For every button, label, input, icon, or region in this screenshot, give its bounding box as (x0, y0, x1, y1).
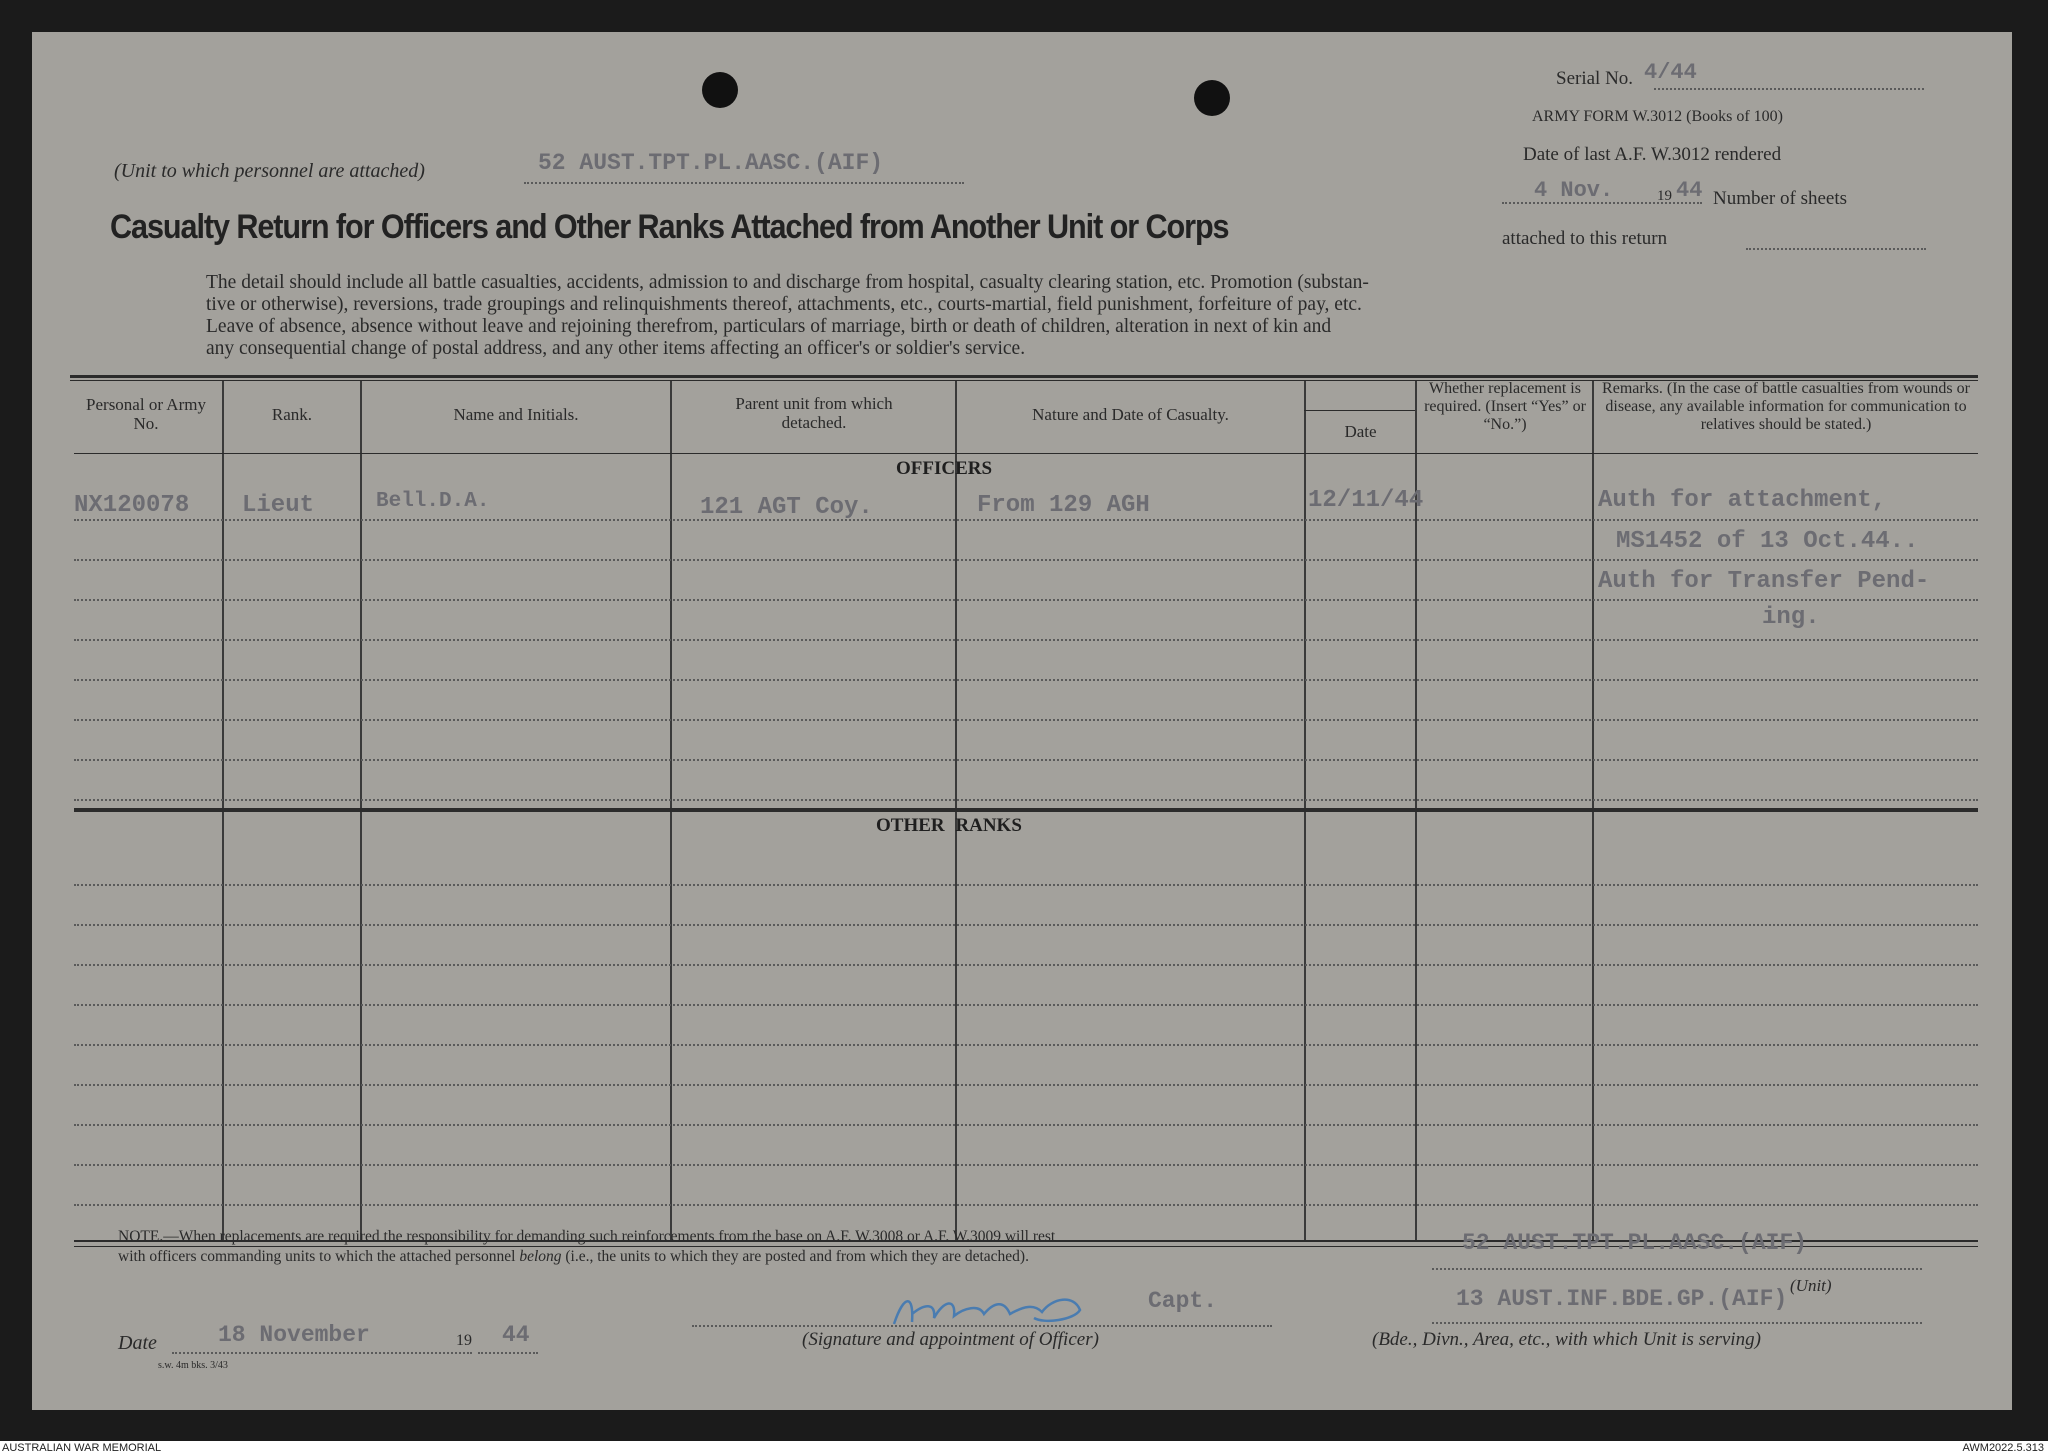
serial-value: 4/44 (1644, 60, 1697, 85)
header-replacement: Whether replacement is required. (Insert “Yes” or “No.”) (1424, 380, 1586, 433)
officer-remarks-3: Auth for Transfer Pend- (1598, 568, 1930, 595)
form-title: Casualty Return for Officers and Other Ranks Attached from Another Unit or Corps (110, 208, 1229, 246)
officer-nature: From 129 AGH (977, 492, 1150, 519)
form-sheet (32, 32, 2012, 1410)
officer-row-line-1 (74, 519, 1978, 521)
other-row-line-1 (74, 884, 1978, 886)
bottom-formation-value: 13 AUST.INF.BDE.GP.(AIF) (1456, 1286, 1788, 1312)
bottom-unit-line (1432, 1268, 1922, 1270)
last-rendered-date: 4 Nov. (1534, 178, 1614, 203)
instructions-line-3: Leave of absence, absence without leave and rejoining therefrom, particulars of marriage, birth or death of children, alteration in next of kin and (206, 316, 1332, 337)
section-divider (74, 808, 1978, 812)
officer-remarks-4: ing. (1762, 604, 1820, 631)
other-row-line-9 (74, 1204, 1978, 1206)
officer-remarks-1: Auth for attachment, (1598, 487, 1887, 514)
other-row-line-3 (74, 964, 1978, 966)
officer-row-line-8 (74, 799, 1978, 801)
attached-line (1746, 248, 1926, 250)
other-row-line-5 (74, 1044, 1978, 1046)
header-bottom-rule (74, 453, 1978, 454)
officer-row-line-5 (74, 679, 1978, 681)
table-top-rule (70, 375, 1978, 378)
bottom-unit-value: 52 AUST.TPT.PL.AASC.(AIF) (1462, 1230, 1808, 1256)
last-rendered-year-prefix: 19 (1657, 188, 1672, 204)
other-row-line-8 (74, 1164, 1978, 1166)
footer-right: AWM2022.5.313 (1962, 1442, 2044, 1454)
officer-row-line-2 (74, 559, 1978, 561)
header-date-rule (1304, 410, 1415, 411)
officer-row-line-6 (74, 719, 1978, 721)
header-date: Date (1344, 422, 1377, 441)
date-value: 18 November (218, 1322, 370, 1348)
officer-name: Bell.D.A. (376, 490, 490, 513)
officer-row-line-7 (74, 759, 1978, 761)
note-line-2-em: belong (519, 1248, 562, 1265)
note-line-2-b: (i.e., the units to which they are posted and from which they are detached). (561, 1248, 1029, 1265)
instructions-line-4: any consequential change of postal address, and any other items affecting an officer's or soldier's service. (206, 338, 1026, 359)
last-rendered-year: 44 (1676, 178, 1703, 203)
header-rank: Rank. (271, 405, 313, 424)
footer-left: AUSTRALIAN WAR MEMORIAL (2, 1442, 162, 1454)
other-row-line-6 (74, 1084, 1978, 1086)
instructions (206, 272, 1846, 360)
officer-date: 12/11/44 (1308, 487, 1424, 514)
bottom-formation-label: (Bde., Divn., Area, etc., with which Unit is serving) (1372, 1329, 1761, 1350)
bottom-unit-label: (Unit) (1790, 1276, 1832, 1295)
officer-army-no: NX120078 (74, 492, 190, 519)
date-line (172, 1352, 472, 1354)
unit-attached-value: 52 AUST.TPT.PL.AASC.(AIF) (538, 150, 884, 176)
date-year-value: 44 (502, 1322, 530, 1348)
header-army-no: Personal or Army No. (86, 395, 206, 433)
unit-attached-line (524, 182, 964, 184)
date-year-line (478, 1352, 538, 1354)
sheets-label: Number of sheets (1713, 188, 1848, 209)
officer-rank: Lieut (242, 492, 315, 519)
form-label: ARMY FORM W.3012 (Books of 100) (1532, 108, 1783, 125)
date-label: Date (118, 1332, 157, 1354)
note-line-1: NOTE.—When replacements are required the responsibility for demanding such reinforcements from the base on A.F. W.3008 or A.F. W.3009 will rest (118, 1228, 1056, 1245)
header-name: Name and Initials. (453, 405, 579, 424)
signature-line (692, 1325, 1272, 1327)
note-line-2 (118, 1248, 1029, 1266)
officer-remarks-2: MS1452 of 13 Oct.44.. (1616, 528, 1919, 555)
officer-row-line-3 (74, 599, 1978, 601)
serial-line (1654, 88, 1924, 90)
signature-label: (Signature and appointment of Officer) (802, 1329, 1099, 1350)
signature-appointment: Capt. (1148, 1288, 1218, 1314)
instructions-line-2: tive or otherwise), reversions, trade groupings and relinquishments thereof, attachments, etc., courts-martial, field punishment, forfeiture of pay, etc. (206, 294, 1362, 315)
instructions-line-1: The detail should include all battle casualties, accidents, admission to and discharge from hospital, casualty clearing station, etc. Promotion (substan- (206, 272, 1369, 293)
serial-label: Serial No. (1556, 68, 1634, 89)
officer-row-line-4 (74, 639, 1978, 641)
attached-label: attached to this return (1502, 228, 1668, 249)
other-row-line-7 (74, 1124, 1978, 1126)
header-parent-unit: Parent unit from which detached. (735, 394, 893, 432)
last-rendered-label: Date of last A.F. W.3012 rendered (1523, 144, 1782, 165)
print-code: s.w. 4m bks. 3/43 (158, 1360, 228, 1371)
other-row-line-4 (74, 1004, 1978, 1006)
bottom-formation-line (1432, 1322, 1922, 1324)
note-line-2-a: with officers commanding units to which the attached personnel (118, 1248, 520, 1265)
section-other-ranks: OTHER RANKS (876, 815, 1022, 836)
unit-attached-label: (Unit to which personnel are attached) (114, 160, 425, 182)
officer-parent-unit: 121 AGT Coy. (700, 494, 873, 521)
other-row-line-2 (74, 924, 1978, 926)
punch-hole-left (702, 72, 738, 108)
header-remarks: Remarks. (In the case of battle casualties from wounds or disease, any available information for communication to relatives should be stated.) (1602, 380, 1970, 433)
section-officers: OFFICERS (896, 458, 993, 479)
header-nature: Nature and Date of Casualty. (1032, 405, 1229, 424)
punch-hole-right (1194, 80, 1230, 116)
date-year-prefix: 19 (456, 1332, 472, 1349)
footer-strip (0, 1441, 2048, 1455)
